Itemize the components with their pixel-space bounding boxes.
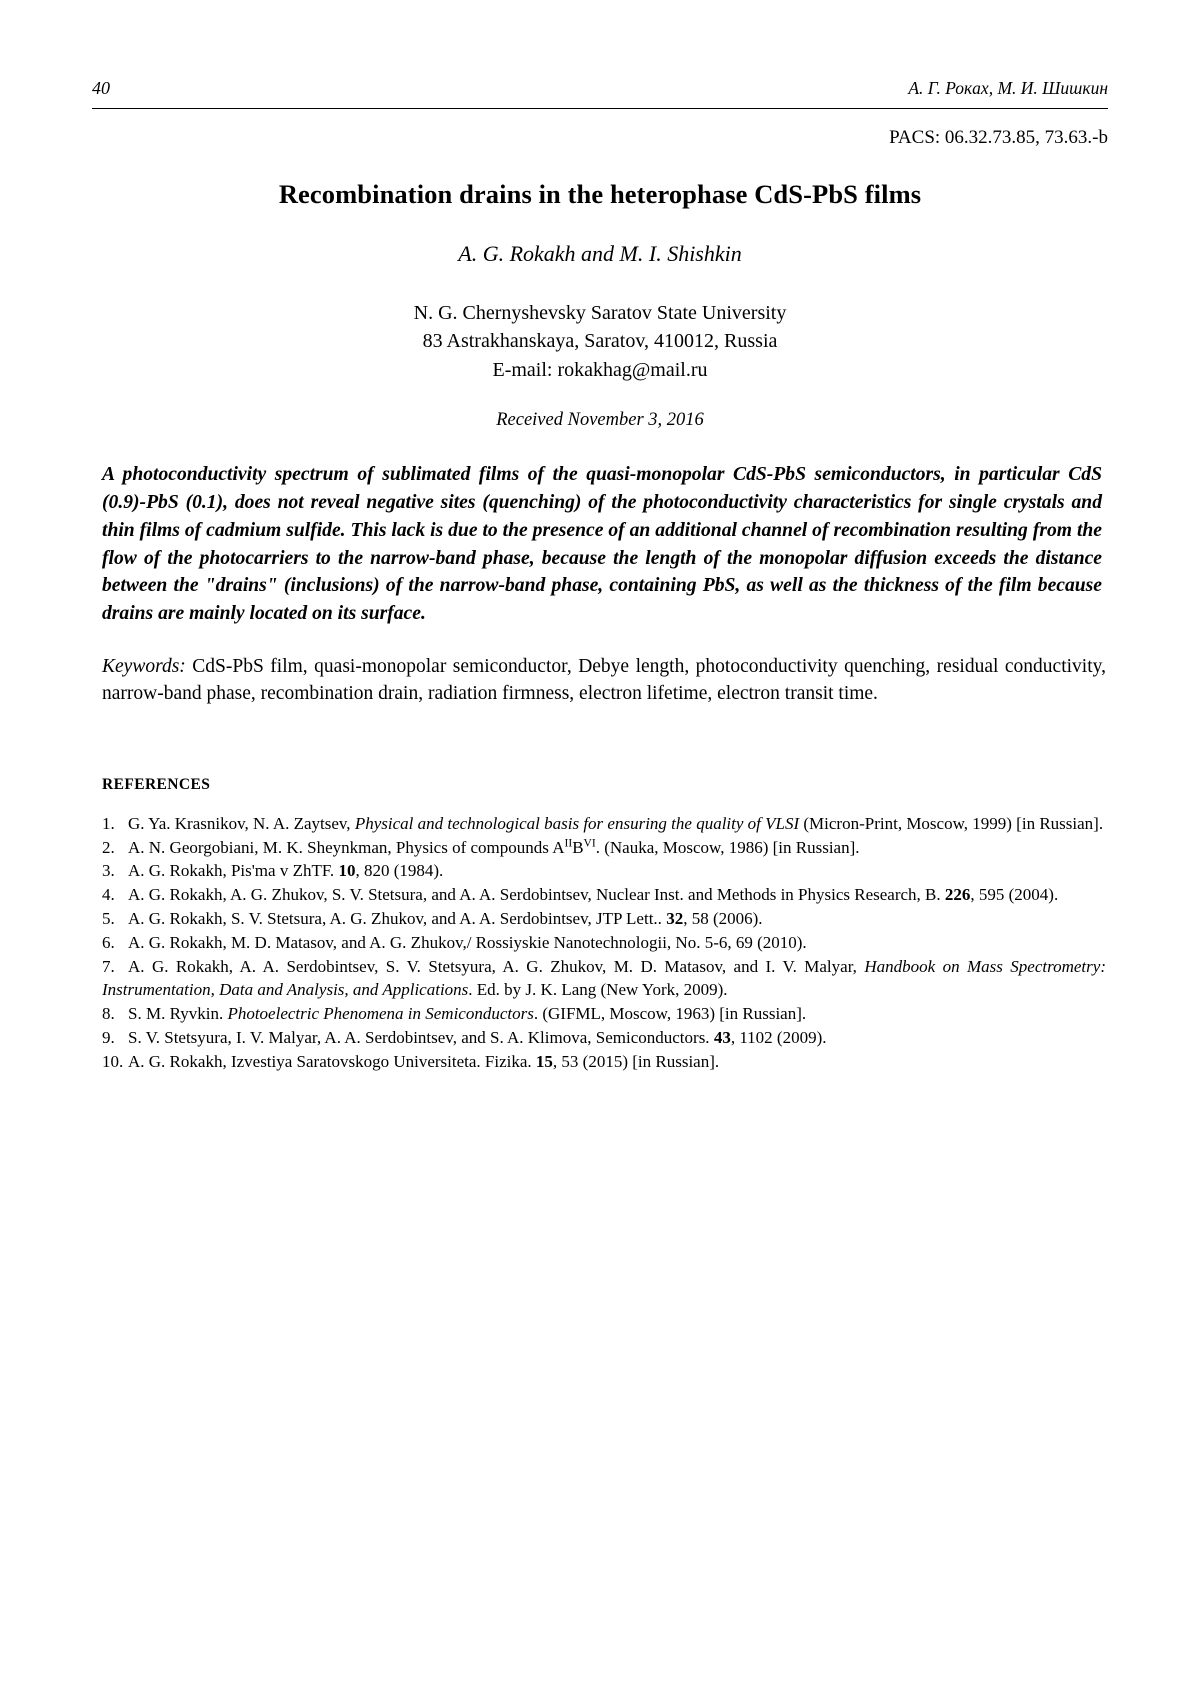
reference-number: 7.	[102, 956, 115, 976]
article-authors: A. G. Rokakh and M. I. Shishkin	[458, 241, 742, 266]
affiliation-university: N. G. Chernyshevsky Saratov State University	[413, 302, 787, 324]
reference-text: G. Ya. Krasnikov, N. A. Zaytsev,	[128, 813, 355, 833]
reference-text: 32	[666, 909, 684, 929]
reference-item	[102, 883, 1106, 907]
reference-text: , 595 (2004).	[970, 885, 1059, 905]
reference-text: A. N. Georgobiani, M. K. Sheynkman, Physics of compounds A	[128, 837, 565, 857]
reference-text: . (GIFML, Moscow, 1963) [in Russian].	[533, 1004, 807, 1024]
page-number: 40	[92, 78, 110, 98]
reference-number: 6.	[102, 932, 115, 952]
reference-text: . Ed. by J. K. Lang (New York, 2009).	[468, 980, 728, 1000]
reference-text: . (Nauka, Moscow, 1986) [in Russian].	[595, 837, 860, 857]
running-head	[92, 78, 1108, 109]
received-date: Received November 3, 2016	[496, 410, 704, 431]
reference-number: 9.	[102, 1028, 115, 1048]
reference-item	[102, 931, 1106, 955]
reference-item	[102, 907, 1106, 931]
reference-text: S. V. Stetsyura, I. V. Malyar, A. A. Serdobintsev, and S. A. Klimova, Semiconductors.	[128, 1028, 714, 1048]
references-list	[92, 812, 1108, 1074]
references-heading: REFERENCES	[102, 775, 211, 793]
reference-text: 43	[713, 1028, 731, 1048]
abstract: A photoconductivity spectrum of sublimated films of the quasi-monopolar CdS-PbS semiconductors, in particular CdS (0.9)-PbS (0.1), does not reveal negative sites (quenching) of the photoconductivity characteristics for single crystals and thin films of cadmium sulfide. This lack is due to the presence of an additional channel of recombination resulting from the flow of the photocarriers to the narrow-band phase, because the length of the monopolar diffusion exceeds the distance between the "drains" (inclusions) of the narrow-band phase, containing PbS, as well as the thickness of the film because drains are mainly located on its surface.	[102, 464, 1102, 625]
reference-text: A. G. Rokakh, Pis'ma v ZhTF.	[128, 861, 339, 881]
reference-text: Handbook on Mass Spectrometry: Instrumentation, Data and Analysis, and Applications	[102, 956, 1106, 1000]
reference-text: B	[572, 837, 584, 857]
reference-text: A. G. Rokakh, A. A. Serdobintsev, S. V. Stetsyura, A. G. Zhukov, M. D. Matasov, and I. V. Malyar,	[128, 956, 865, 976]
reference-text: S. M. Ryvkin.	[128, 1004, 228, 1024]
reference-item	[102, 1050, 1106, 1074]
reference-text: 15	[535, 1051, 553, 1071]
keywords	[92, 654, 1108, 708]
keywords-label: Keywords:	[102, 656, 186, 678]
reference-text: , 1102 (2009).	[730, 1028, 827, 1048]
reference-item	[102, 1026, 1106, 1050]
reference-item	[102, 836, 1106, 860]
running-head-authors: А. Г. Рокax, М. И. Шишкин	[908, 78, 1108, 98]
reference-number: 4.	[102, 885, 115, 905]
reference-text: VI	[583, 836, 596, 849]
reference-item	[102, 812, 1106, 836]
reference-text: A. G. Rokakh, Izvestiya Saratovskogo Universiteta. Fizika.	[128, 1051, 536, 1071]
reference-text: II	[564, 836, 573, 849]
reference-text: , 820 (1984).	[355, 861, 444, 881]
reference-text: 10	[338, 861, 356, 881]
page-title: Recombination drains in the heterophase CdS-PbS films	[278, 179, 922, 209]
reference-number: 1.	[102, 813, 115, 833]
pacs-line: PACS: 06.32.73.85, 73.63.-b	[889, 127, 1108, 148]
affiliation	[92, 299, 1108, 384]
reference-text: , 58 (2006).	[683, 909, 763, 929]
reference-number: 10.	[102, 1051, 124, 1071]
reference-text: (Micron-Print, Moscow, 1999) [in Russian].	[799, 813, 1104, 833]
reference-number: 3.	[102, 861, 115, 881]
reference-item	[102, 955, 1106, 1003]
reference-item	[102, 859, 1106, 883]
reference-number: 8.	[102, 1004, 115, 1024]
affiliation-email: E-mail: rokakhag@mail.ru	[492, 358, 708, 381]
reference-number: 5.	[102, 909, 115, 929]
reference-item	[102, 1002, 1106, 1026]
affiliation-address: 83 Astrakhanskaya, Saratov, 410012, Russia	[422, 330, 778, 353]
page-content	[92, 78, 1108, 1074]
reference-text: Photoelectric Phenomena in Semiconductors	[227, 1004, 534, 1024]
reference-text: A. G. Rokakh, S. V. Stetsura, A. G. Zhukov, and A. A. Serdobintsev, JTP Lett..	[128, 909, 667, 929]
reference-number: 2.	[102, 837, 115, 857]
reference-text: , 53 (2015) [in Russian].	[552, 1051, 720, 1071]
reference-text: Physical and technological basis for ensuring the quality of VLSI	[354, 813, 800, 833]
reference-text: A. G. Rokakh, A. G. Zhukov, S. V. Stetsura, and A. A. Serdobintsev, Nuclear Inst. and Methods in Physics Research, B.	[128, 885, 945, 905]
keywords-text: CdS-PbS film, quasi-monopolar semiconductor, Debye length, photoconductivity quenching, residual conductivity, narrow-band phase, recombination drain, radiation firmness, electron lifetime, electron transit time.	[102, 656, 1106, 704]
reference-text: 226	[944, 885, 971, 905]
reference-text: A. G. Rokakh, M. D. Matasov, and A. G. Zhukov,/ Rossiyskie Nanotechnologii, No. 5-6, 69 (2010).	[128, 932, 807, 952]
